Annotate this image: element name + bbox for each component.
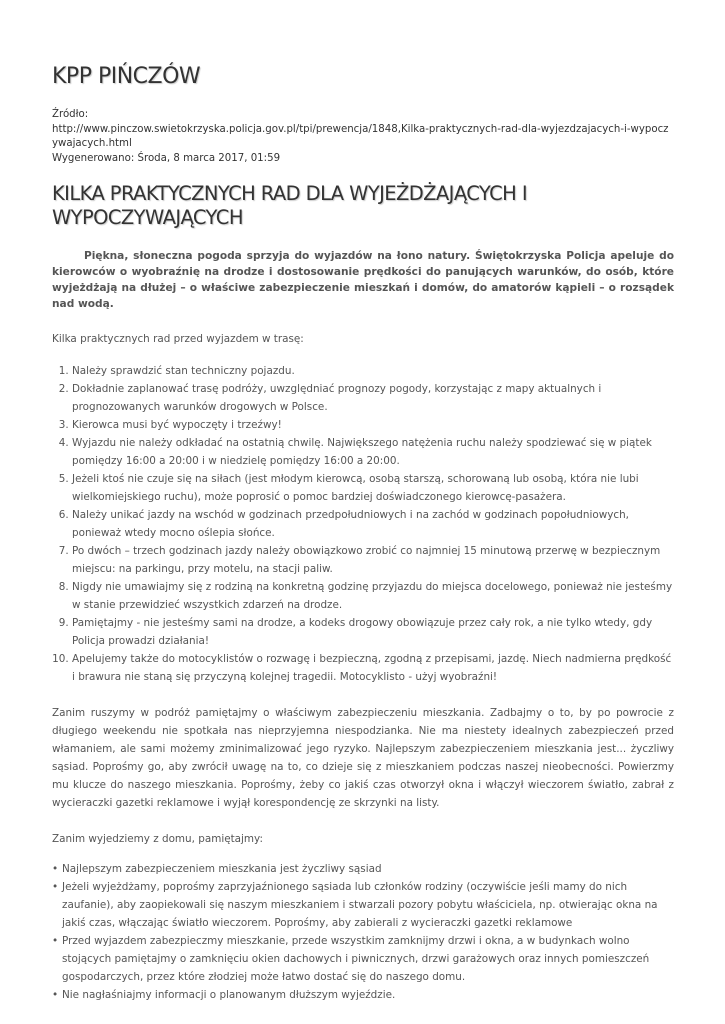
home-security-paragraph: Zanim ruszymy w podróż pamiętajmy o właściwym zabezpieczeniu mieszkania. Zadbajmy o to, by po powrocie z długiego weekendu nie spotkała nas nieprzyjemna niespodzianka. Nie ma niestety idealnych zabezpieczeń przed włamaniem, ale sami możemy zminimalizować jego ryzyko. Najlepszym zabezpieczeniem mieszkania jest... życzliwy sąsiad. Poprośmy go, aby zwrócił uwagę na to, co dzieje się z mieszkaniem podczas naszej nieobecności. Powierzmy mu klucze do naszego mieszkania. Poprośmy, żeby co jakiś czas otworzył okna i włączył wieczorem światło, zabrał z wycieraczki gazetki reklamowe i wyjął korespondencję ze skrzynki na listy. [52,707,674,809]
list-item: 2. Dokładnie zaplanować trasę podróży, uwzględniać prognozy pogody, korzystając z mapy aktualnych i prognozowanych warunków drogowych w Polsce. [72,380,674,416]
list-item: 5. Jeżeli ktoś nie czuje się na siłach (jest młodym kierowcą, osobą starszą, schorowaną lub osobą, która nie lubi wielkomiejskiego ruchu), może poprosić o pomoc bardziej doświadczonego kierowcę-pasażera. [72,470,674,506]
list-item: 9. Pamiętajmy - nie jesteśmy sami na drodze, a kodeks drogowy obowiązuje przez cały rok, a nie tylko wtedy, gdy Policja prowadzi działania! [72,614,674,650]
source-label: Źródło: [52,109,89,120]
list-item [52,860,674,878]
list-item: 1. Należy sprawdzić stan techniczny pojazdu. [72,362,674,380]
tip-text: Przed wyjazdem zabezpieczmy mieszkanie, przede wszystkim zamknijmy drzwi i okna, a w budynkach wolno stojących pamiętajmy o zamknięciu okien dachowych i piwnicznych, drzwi garażowych oraz innych pomieszczeń gospodarczych, przez które złodziej może łatwo dostać się do naszego domu. [62,935,650,983]
list-item: 10. Apelujemy także do motocyklistów o rozwagę i bezpieczną, zgodną z przepisami, jazdę. Niech nadmierna prędkość i brawura nie staną się przyczyną kolejnej tragedii. Motocyklisto - użyj wyobraźni! [72,650,674,686]
list-item [52,986,674,1004]
list-item: 6. Należy unikać jazdy na wschód w godzinach przedpołudniowych i na zachód w godzinach popołudniowych, ponieważ wtedy mocno oślepia słońce. [72,506,674,542]
site-title: KPP PIŃCZÓW [52,64,201,89]
source-url: http://www.pinczow.swietokrzyska.policja.gov.pl/tpi/prewencja/1848,Kilka-praktycznych-rad-dla-wyjezdzajacych-i-wypoczywajacych.html [52,123,669,149]
document-page [52,62,674,1004]
bullet-icon: • [52,863,59,875]
article-title: KILKA PRAKTYCZNYCH RAD DLA WYJEŻDŻAJĄCYCH I WYPOCZYWAJĄCYCH [52,182,527,229]
bullet-icon: • [52,989,59,1001]
travel-tips-list [52,362,674,686]
article-lead: Piękna, słoneczna pogoda sprzyja do wyjazdów na łono natury. Świętokrzyska Policja apeluje do kierowców o wyobraźnię na drodze i dostosowanie prędkości do panujących warunków, do osób, które wyjeżdżają na dłużej – o właściwe zabezpieczenie mieszkań i domów, do amatorów kąpieli – o rozsądek nad wodą. [52,250,674,310]
tip-text: Jeżeli wyjeżdżamy, poprośmy zaprzyjaźnionego sąsiada lub członków rodziny (oczywiście jeśli mamy do nich zaufanie), aby zaopiekowali się naszym mieszkaniem i stwarzali pozory pobytu właściciela, np. otwierając okna na jakiś czas, włączając światło wieczorem. Poprośmy, aby zabierali z wycieraczki gazetki reklamowe [62,881,658,929]
list-item: 7. Po dwóch – trzech godzinach jazdy należy obowiązkowo zrobić co najmniej 15 minutową przerwę w bezpiecznym miejscu: na parkingu, przy motelu, na stacji paliw. [72,542,674,578]
list-item: 4. Wyjazdu nie należy odkładać na ostatnią chwilę. Największego natężenia ruchu należy spodziewać się w piątek pomiędzy 16:00 a 20:00 i w niedzielę pomiędzy 16:00 a 20:00. [72,434,674,470]
home-tips-list [52,860,674,1004]
travel-tips-intro: Kilka praktycznych rad przed wyjazdem w trasę: [52,333,304,345]
bullet-icon: • [52,881,59,893]
before-leaving-intro: Zanim wyjedziemy z domu, pamiętajmy: [52,833,263,845]
list-item [52,932,674,986]
list-item: 3. Kierowca musi być wypoczęty i trzeźwy! [72,416,674,434]
tip-text: Najlepszym zabezpieczeniem mieszkania jest życzliwy sąsiad [62,863,382,875]
generated-timestamp: Wygenerowano: Środa, 8 marca 2017, 01:59 [52,152,281,164]
list-item: 8. Nigdy nie umawiajmy się z rodziną na konkretną godzinę przyjazdu do miejsca docelowego, ponieważ nie jesteśmy w stanie przewidzieć wszystkich zdarzeń na drodze. [72,578,674,614]
list-item [52,878,674,932]
document-meta [52,108,674,166]
bullet-icon: • [52,935,59,947]
tip-text: Nie nagłaśniajmy informacji o planowanym dłuższym wyjeździe. [62,989,396,1001]
